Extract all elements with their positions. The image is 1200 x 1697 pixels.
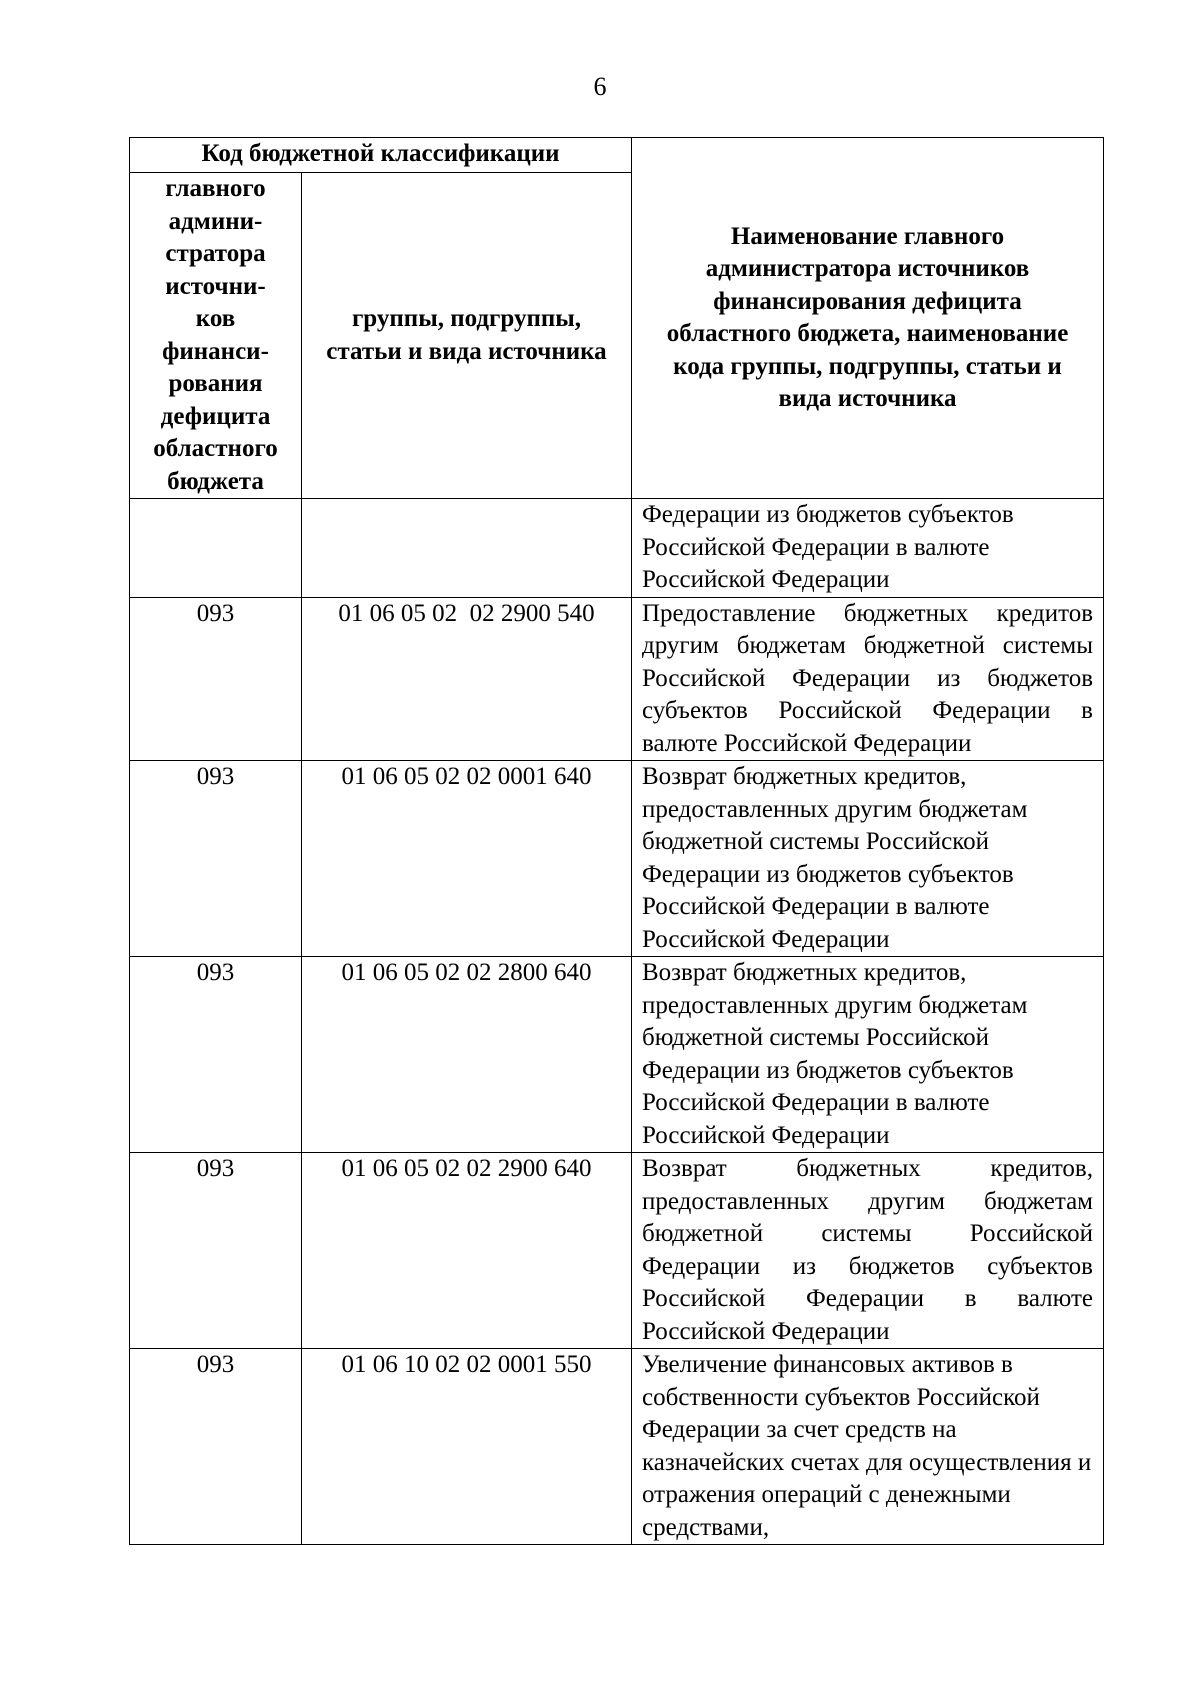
header-admin-line: финанси- bbox=[162, 337, 269, 365]
header-admin-line: стратора bbox=[165, 240, 266, 267]
name-cell: Федерации из бюджетов субъектов Российской Федерации в валюте Российской Федерации bbox=[632, 499, 1104, 598]
admin-code-cell: 093 bbox=[130, 761, 302, 957]
name-cell: Возврат бюджетных кредитов, предоставленных другим бюджетам бюджетной системы Российской Федерации из бюджетов субъектов Российской Федерации в валюте Российской Федерации bbox=[632, 761, 1104, 957]
classification-code-cell: 01 06 05 02 02 2800 640 bbox=[302, 957, 632, 1153]
header-code-group-title: Код бюджетной классификации bbox=[130, 138, 632, 173]
admin-code-cell: 093 bbox=[130, 1349, 302, 1545]
classification-code-cell: 01 06 05 02 02 2900 540 bbox=[302, 597, 632, 761]
table-row bbox=[130, 499, 1104, 598]
name-cell: Возврат бюджетных кредитов, предоставленных другим бюджетам бюджетной системы Российской Федерации из бюджетов субъектов Российской Федерации в валюте Российской Федерации bbox=[632, 1153, 1104, 1349]
header-admin-line: областного bbox=[153, 435, 278, 462]
admin-code-cell bbox=[130, 499, 302, 598]
table-row bbox=[130, 957, 1104, 1153]
admin-code-cell: 093 bbox=[130, 597, 302, 761]
header-admin-line: источни- bbox=[165, 272, 266, 300]
header-admin-line: рования bbox=[168, 370, 263, 397]
admin-code-cell: 093 bbox=[130, 957, 302, 1153]
table-row bbox=[130, 761, 1104, 957]
header-admin-line: дефицита bbox=[160, 402, 271, 430]
header-group-column: группы, подгруппы, статьи и вида источника bbox=[302, 173, 632, 499]
classification-code-cell: 01 06 10 02 02 0001 550 bbox=[302, 1349, 632, 1545]
page-number: 6 bbox=[593, 72, 607, 101]
header-row-top bbox=[130, 138, 1104, 173]
name-cell: Возврат бюджетных кредитов, предоставленных другим бюджетам бюджетной системы Российской Федерации из бюджетов субъектов Российской Федерации в валюте Российской Федерации bbox=[632, 957, 1104, 1153]
admin-code-cell: 093 bbox=[130, 1153, 302, 1349]
header-admin-line: главного bbox=[165, 175, 266, 202]
header-admin-line: ков bbox=[195, 305, 236, 332]
header-admin-column bbox=[130, 173, 302, 499]
header-admin-line: админи- bbox=[168, 207, 263, 235]
classification-code-cell bbox=[302, 499, 632, 598]
budget-classification-table bbox=[129, 137, 1104, 1545]
name-cell: Предоставление бюджетных кредитов другим бюджетам бюджетной системы Российской Федерации из бюджетов субъектов Российской Федерации в валюте Российской Федерации bbox=[632, 597, 1104, 761]
classification-code-cell: 01 06 05 02 02 2900 640 bbox=[302, 1153, 632, 1349]
header-name-column: Наименование главного администратора источников финансирования дефицита областного бюджета, наименование кода группы, подгруппы, статьи и вида источника bbox=[632, 138, 1104, 499]
table-row bbox=[130, 597, 1104, 761]
name-cell: Увеличение финансовых активов в собственности субъектов Российской Федерации за счет средств на казначейских счетах для осуществления и отражения операций с денежными средствами, bbox=[632, 1349, 1104, 1545]
table-row bbox=[130, 1349, 1104, 1545]
header-admin-line: бюджета bbox=[167, 467, 264, 495]
table-row bbox=[130, 1153, 1104, 1349]
classification-code-cell: 01 06 05 02 02 0001 640 bbox=[302, 761, 632, 957]
